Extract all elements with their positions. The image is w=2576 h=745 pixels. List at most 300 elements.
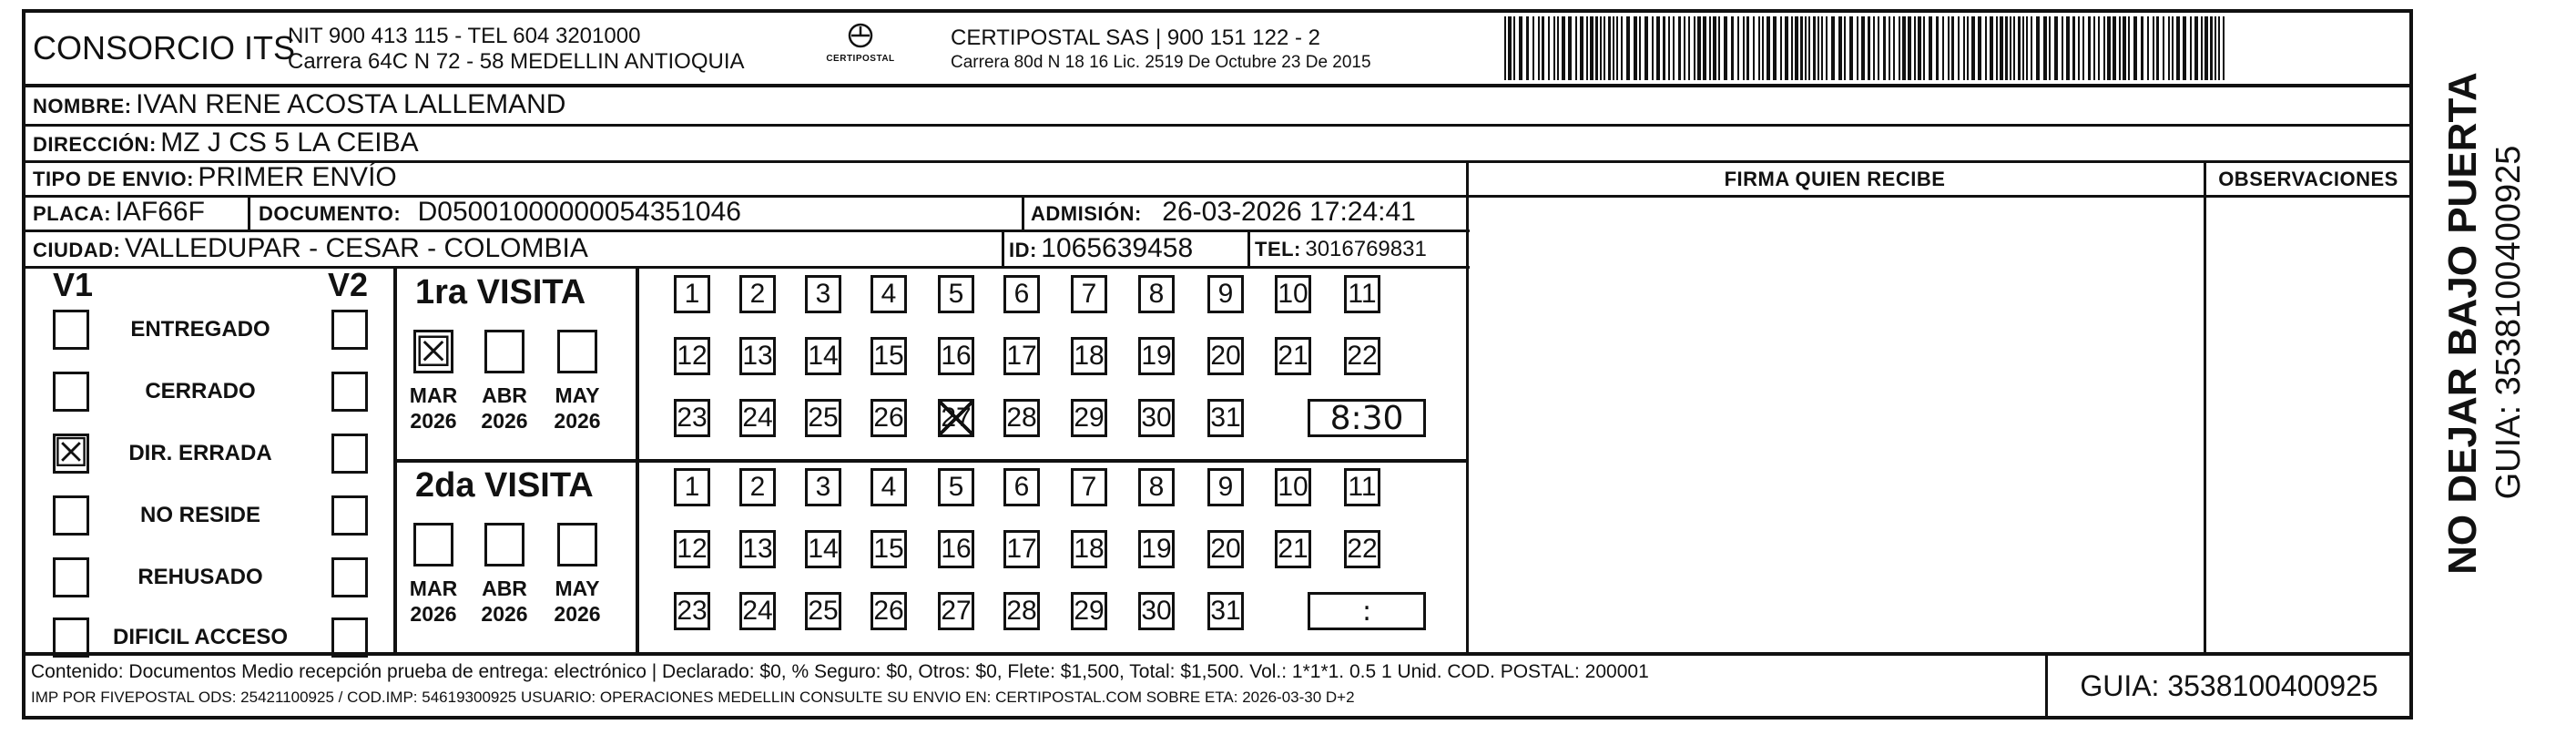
visit-divider <box>393 459 1468 463</box>
barcode-bar <box>1951 16 1954 80</box>
barcode-bar <box>2163 16 2164 80</box>
visita2-day-checkbox[interactable]: 23 <box>674 592 710 630</box>
barcode-bar <box>2223 16 2225 80</box>
tel-divider <box>1247 231 1250 266</box>
barcode-bar <box>1967 16 1969 80</box>
visita2-day-checkbox[interactable]: 13 <box>739 530 776 568</box>
barcode-bar <box>1773 16 1777 80</box>
certipostal-logo-icon <box>840 22 881 49</box>
barcode-bar <box>1684 16 1685 80</box>
visita1-day-checkbox[interactable]: 22 <box>1344 337 1380 375</box>
visita1-day-checkbox[interactable]: 28 <box>1003 399 1040 437</box>
visita2-day-checkbox[interactable]: 28 <box>1003 592 1040 630</box>
barcode-bar <box>2000 16 2003 80</box>
tel-row <box>1255 237 1427 262</box>
visita2-day-checkbox[interactable]: 7 <box>1071 468 1107 506</box>
barcode-bar <box>1753 16 1755 80</box>
barcode-bar <box>2147 16 2149 80</box>
barcode-bar <box>1914 16 1916 80</box>
visita1-day-checkbox[interactable]: 15 <box>871 337 907 375</box>
barcode-bar <box>2128 16 2130 80</box>
documento-row <box>259 197 741 228</box>
barcode-bar <box>1831 16 1835 80</box>
barcode-bar <box>1929 16 1932 80</box>
visita2-day-checkbox[interactable]: 6 <box>1003 468 1040 506</box>
visita1-day-checkbox[interactable]: 25 <box>805 399 841 437</box>
observaciones-header: OBSERVACIONES <box>2218 168 2398 190</box>
visita1-month-checkbox[interactable] <box>557 330 597 373</box>
barcode-bar <box>2043 16 2047 80</box>
visita1-day-checkbox[interactable]: 23 <box>674 399 710 437</box>
barcode-bar <box>1873 16 1875 80</box>
barcode-bar <box>1694 16 1695 80</box>
v2-checkbox[interactable] <box>331 372 368 412</box>
barcode-bar <box>1990 16 1993 80</box>
barcode-bar <box>1616 16 1618 80</box>
barcode-bar <box>1526 16 1529 80</box>
barcode-bar <box>1826 16 1828 80</box>
barcode-bar <box>2082 16 2084 80</box>
visita2-month-checkbox[interactable] <box>413 523 453 566</box>
barcode-bar <box>1800 16 1803 80</box>
id-divider <box>1002 231 1004 266</box>
visita2-day-checkbox[interactable]: 11 <box>1344 468 1380 506</box>
visita2-day-checkbox[interactable]: 20 <box>1207 530 1244 568</box>
visita1-day-checkbox[interactable]: 19 <box>1138 337 1175 375</box>
row-divider-5 <box>22 266 1470 269</box>
barcode-bar <box>2031 16 2032 80</box>
visita2-day-checkbox[interactable]: 16 <box>938 530 974 568</box>
status-label: DIFICIL ACCESO <box>112 625 288 649</box>
visita2-day-checkbox[interactable]: 1 <box>674 468 710 506</box>
barcode-bar <box>1743 16 1745 80</box>
placa-divider <box>248 197 250 230</box>
barcode-bar <box>1767 16 1770 80</box>
barcode-bar <box>1568 16 1572 80</box>
visita2-day-checkbox[interactable]: 18 <box>1071 530 1107 568</box>
firma-header: FIRMA QUIEN RECIBE <box>1724 168 1946 190</box>
barcode-bar <box>1553 16 1555 80</box>
company-name: CONSORCIO ITS <box>33 29 296 66</box>
status-label: DIR. ERRADA <box>128 441 272 465</box>
admision-value: 26-03-2026 17:24:41 <box>1162 197 1416 227</box>
visita1-day-checkbox[interactable]: 2 <box>739 275 776 313</box>
visita1-day-checkbox[interactable]: 24 <box>739 399 776 437</box>
barcode-bar <box>1817 16 1819 80</box>
admision-divider <box>1022 197 1024 230</box>
barcode-bar <box>2141 16 2143 80</box>
barcode-bar <box>1857 16 1858 80</box>
barcode-bar <box>1538 16 1540 80</box>
barcode-bar <box>2190 16 2192 80</box>
barcode-bar <box>1996 16 1998 80</box>
visita1-month-checkbox[interactable] <box>484 330 524 373</box>
barcode-bar <box>1590 16 1593 80</box>
ciudad-row <box>33 233 588 264</box>
barcode-bar <box>2133 16 2137 80</box>
visita1-title: 1ra VISITA <box>415 273 586 311</box>
visita1-day-checkbox[interactable]: 27 <box>938 399 974 437</box>
barcode-bar <box>2123 16 2126 80</box>
barcode-bar <box>1548 16 1550 80</box>
row-divider-1 <box>22 124 2413 127</box>
barcode-bar <box>2218 16 2220 80</box>
direccion-label: DIRECCIÓN: <box>33 133 157 156</box>
direccion-value: MZ J CS 5 LA CEIBA <box>160 128 419 158</box>
barcode-bar <box>2153 16 2154 80</box>
barcode-bar <box>1762 16 1764 80</box>
barcode-bar <box>1519 16 1522 80</box>
visita2-day-checkbox[interactable]: 21 <box>1275 530 1311 568</box>
barcode-bar <box>1656 16 1660 80</box>
visita1-day-checkbox[interactable]: 12 <box>674 337 710 375</box>
barcode-bar <box>1613 16 1614 80</box>
barcode-bar <box>2036 16 2040 80</box>
barcode-bar <box>1936 16 1939 80</box>
barcode-bar <box>2022 16 2024 80</box>
visita2-day-checkbox[interactable]: 2 <box>739 468 776 506</box>
barcode-bar <box>1678 16 1681 80</box>
ciudad-value: VALLEDUPAR - CESAR - COLOMBIA <box>124 233 588 263</box>
month-name: MAR <box>409 577 458 600</box>
certipostal-logo <box>810 22 911 73</box>
visita1-day-checkbox[interactable]: 9 <box>1207 275 1244 313</box>
barcode-bar <box>1731 16 1734 80</box>
barcode-bar <box>2026 16 2028 80</box>
barcode-bar <box>2210 16 2213 80</box>
side-warning <box>2413 9 2576 729</box>
barcode-bar <box>1838 16 1842 80</box>
visita1-day-checkbox[interactable]: 18 <box>1071 337 1107 375</box>
visita2-day-checkbox[interactable]: 5 <box>938 468 974 506</box>
v2-checkbox[interactable] <box>331 557 368 597</box>
footer-contenido: Contenido: Documentos Medio recepción prueba de entrega: electrónico | Declarado: $0, % Seguro: $0, Otros: $0, Flete: $1,500, Total: $1,500. Vol.: 1*1*1. 0.5 1 Unid. COD. POSTAL: 200001 <box>31 661 1649 682</box>
visita2-title: 2da VISITA <box>415 466 594 505</box>
month-name: MAY <box>555 577 600 600</box>
barcode-bar <box>2119 16 2121 80</box>
placa-row <box>33 197 205 228</box>
visita2-day-checkbox[interactable]: 27 <box>938 592 974 630</box>
visita1-day-checkbox[interactable]: 1 <box>674 275 710 313</box>
barcode-bar <box>1902 16 1906 80</box>
barcode-bar <box>2107 16 2111 80</box>
barcode-bar <box>1948 16 1950 80</box>
month-year: 2026 <box>554 602 601 626</box>
barcode-bar <box>1626 16 1630 80</box>
barcode-bar <box>1985 16 1987 80</box>
visita1-day-checkbox[interactable]: 11 <box>1344 275 1380 313</box>
visita1-month-label <box>404 383 463 434</box>
logo-text: CERTIPOSTAL <box>826 54 895 64</box>
v2-checkbox[interactable] <box>331 310 368 350</box>
barcode-bar <box>1639 16 1641 80</box>
barcode-bar <box>1844 16 1846 80</box>
barcode-bar <box>1673 16 1675 80</box>
barcode-bar <box>1508 16 1512 80</box>
visita1-day-checkbox[interactable]: 5 <box>938 275 974 313</box>
observaciones-left-border <box>2204 160 2206 654</box>
visita1-month-label <box>475 383 534 434</box>
visita1-time-field[interactable]: 8:30 <box>1308 399 1426 437</box>
barcode-bar <box>2005 16 2008 80</box>
visita1-day-checkbox[interactable]: 26 <box>871 399 907 437</box>
barcode-bar <box>1883 16 1886 80</box>
visita1-day-checkbox[interactable]: 3 <box>805 275 841 313</box>
barcode-bar <box>2215 16 2216 80</box>
visita2-month-label <box>475 576 534 627</box>
status-label: ENTREGADO <box>130 317 270 342</box>
barcode-bar <box>1703 16 1706 80</box>
barcode-bar <box>1542 16 1544 80</box>
barcode-bar <box>2194 16 2198 80</box>
documento-label: DOCUMENTO: <box>259 202 402 225</box>
status-label: REHUSADO <box>137 565 263 589</box>
nombre-label: NOMBRE: <box>33 95 132 117</box>
visita2-day-checkbox[interactable]: 22 <box>1344 530 1380 568</box>
visita1-day-checkbox[interactable]: 10 <box>1275 275 1311 313</box>
placa-label: PLACA: <box>33 202 112 225</box>
ciudad-label: CIUDAD: <box>33 239 121 261</box>
month-year: 2026 <box>481 409 528 433</box>
visita1-day-checkbox[interactable]: 7 <box>1071 275 1107 313</box>
barcode-bar <box>1791 16 1793 80</box>
barcode-bar <box>1562 16 1565 80</box>
barcode-bar <box>1868 16 1870 80</box>
barcode-bar <box>1557 16 1559 80</box>
barcode-bar <box>1621 16 1623 80</box>
no-dejar-bajo-puerta: NO DEJAR BAJO PUERTA <box>2440 72 2485 575</box>
barcode-bar <box>1513 16 1515 80</box>
visita2-day-checkbox[interactable]: 3 <box>805 468 841 506</box>
barcode-bar <box>1634 16 1637 80</box>
v2-checkbox[interactable] <box>331 495 368 536</box>
barcode-bar <box>2201 16 2203 80</box>
barcode-bar <box>1608 16 1611 80</box>
visita1-day-checkbox[interactable]: 4 <box>871 275 907 313</box>
month-name: MAR <box>409 383 458 407</box>
visita2-day-checkbox[interactable]: 15 <box>871 530 907 568</box>
barcode-bar <box>1713 16 1716 80</box>
barcode-bars <box>1502 16 2226 80</box>
v1-checkbox[interactable] <box>53 372 89 412</box>
barcode-bar <box>2156 16 2159 80</box>
barcode-bar <box>1644 16 1648 80</box>
barcode-bar <box>1595 16 1598 80</box>
v1-checkbox[interactable] <box>53 310 89 350</box>
visita2-day-checkbox[interactable]: 24 <box>739 592 776 630</box>
visita1-day-checkbox[interactable]: 17 <box>1003 337 1040 375</box>
visita1-day-checkbox[interactable]: 29 <box>1071 399 1107 437</box>
barcode-bar <box>2168 16 2170 80</box>
barcode-bar <box>2049 16 2051 80</box>
barcode-bar <box>1889 16 1890 80</box>
carrier-name: CERTIPOSTAL SAS | 900 151 122 - 2 <box>951 26 1320 50</box>
firma-left-border <box>1466 160 1469 654</box>
barcode-bar <box>2088 16 2091 80</box>
v1-label: V1 <box>53 266 94 303</box>
tel-value: 3016769831 <box>1305 237 1427 261</box>
visita2-time-field[interactable]: : <box>1308 592 1426 630</box>
header-divider <box>22 84 2413 87</box>
nombre-value: IVAN RENE ACOSTA LALLEMAND <box>136 89 566 119</box>
barcode-bar <box>1971 16 1975 80</box>
barcode-bar <box>2010 16 2011 80</box>
visita2-day-checkbox[interactable]: 19 <box>1138 530 1175 568</box>
visita2-day-checkbox[interactable]: 4 <box>871 468 907 506</box>
month-name: ABR <box>482 577 527 600</box>
barcode-bar <box>2098 16 2100 80</box>
barcode-bar <box>2093 16 2095 80</box>
month-name: MAY <box>555 383 600 407</box>
barcode-bar <box>1737 16 1739 80</box>
barcode-bar <box>1942 16 1944 80</box>
direccion-row <box>33 128 419 158</box>
month-year: 2026 <box>410 602 457 626</box>
barcode-bar <box>1918 16 1921 80</box>
visita2-day-checkbox[interactable]: 14 <box>805 530 841 568</box>
visita2-month-checkbox[interactable] <box>484 523 524 566</box>
tipo-row <box>33 162 397 193</box>
barcode-bar <box>2013 16 2015 80</box>
barcode-bar <box>1532 16 1534 80</box>
barcode-bar <box>2054 16 2058 80</box>
barcode-bar <box>2018 16 2021 80</box>
visita2-day-checkbox[interactable]: 9 <box>1207 468 1244 506</box>
barcode-bar <box>1785 16 1788 80</box>
v2-checkbox[interactable] <box>331 434 368 474</box>
barcode-bar <box>1808 16 1810 80</box>
visita2-month-checkbox[interactable] <box>557 523 597 566</box>
visita1-day-checkbox[interactable]: 20 <box>1207 337 1244 375</box>
footer-guia: GUIA: 3538100400925 <box>2080 668 2378 702</box>
barcode-bar <box>1908 16 1911 80</box>
barcode-bar <box>2062 16 2063 80</box>
visita1-day-checkbox[interactable]: 16 <box>938 337 974 375</box>
side-guia: GUIA: 3538100400925 <box>2489 145 2528 500</box>
documento-value: D05001000000054351046 <box>417 197 741 227</box>
tel-label: TEL: <box>1255 238 1301 260</box>
barcode-bar <box>1780 16 1782 80</box>
barcode-bar <box>1575 16 1577 80</box>
barcode-bar <box>2066 16 2070 80</box>
barcode-bar <box>1688 16 1690 80</box>
tipo-value: PRIMER ENVÍO <box>198 162 397 192</box>
barcode <box>1502 16 2226 80</box>
company-address: Carrera 64C N 72 - 58 MEDELLIN ANTIOQUIA <box>288 49 745 74</box>
barcode-bar <box>1504 16 1506 80</box>
visita2-day-checkbox[interactable]: 8 <box>1138 468 1175 506</box>
visita2-day-checkbox[interactable]: 17 <box>1003 530 1040 568</box>
visita2-day-checkbox[interactable]: 30 <box>1138 592 1175 630</box>
barcode-bar <box>1813 16 1816 80</box>
barcode-bar <box>1923 16 1925 80</box>
month-year: 2026 <box>554 409 601 433</box>
barcode-bar <box>2172 16 2174 80</box>
barcode-bar <box>1697 16 1701 80</box>
placa-value: IAF66F <box>115 197 205 227</box>
tipo-label: TIPO DE ENVIO: <box>33 168 194 190</box>
visita2-day-checkbox[interactable]: 10 <box>1275 468 1311 506</box>
barcode-bar <box>1878 16 1879 80</box>
row-divider-4 <box>22 230 1470 232</box>
barcode-bar <box>2183 16 2186 80</box>
barcode-bar <box>2204 16 2208 80</box>
visita1-day-checkbox[interactable]: 13 <box>739 337 776 375</box>
barcode-bar <box>1893 16 1895 80</box>
barcode-bar <box>1795 16 1798 80</box>
barcode-bar <box>1963 16 1965 80</box>
visita2-month-label <box>404 576 463 627</box>
id-label: ID: <box>1009 239 1037 261</box>
barcode-bar <box>1958 16 1960 80</box>
visita1-day-checkbox[interactable]: 31 <box>1207 399 1244 437</box>
v1-checkbox[interactable]: ☒ <box>53 431 89 475</box>
month-year: 2026 <box>410 409 457 433</box>
visita2-day-checkbox[interactable]: 12 <box>674 530 710 568</box>
v1-checkbox[interactable] <box>53 495 89 536</box>
barcode-bar <box>1663 16 1665 80</box>
v2-label: V2 <box>328 266 369 303</box>
visita2-day-checkbox[interactable]: 29 <box>1071 592 1107 630</box>
visita1-day-checkbox[interactable]: 8 <box>1138 275 1175 313</box>
footer-impresion: IMP POR FIVEPOSTAL ODS: 25421100925 / COD.IMP: 54619300925 USUARIO: OPERACIONES MEDELLIN CONSULTE SU ENVIO EN: CERTIPOSTAL.COM SOBRE ETA: 2026-03-30 D+2 <box>31 689 1355 706</box>
id-row <box>1009 233 1193 264</box>
visita2-day-checkbox[interactable]: 31 <box>1207 592 1244 630</box>
visita1-day-checkbox[interactable]: 30 <box>1138 399 1175 437</box>
status-label: NO RESIDE <box>139 503 261 527</box>
barcode-bar <box>2103 16 2105 80</box>
barcode-bar <box>1718 16 1720 80</box>
barcode-bar <box>1821 16 1823 80</box>
barcode-bar <box>1586 16 1588 80</box>
barcode-bar <box>1724 16 1727 80</box>
barcode-bar <box>2176 16 2180 80</box>
id-value: 1065639458 <box>1041 233 1194 263</box>
status-label: CERRADO <box>145 379 256 403</box>
v1-checkbox[interactable] <box>53 557 89 597</box>
visita2-day-checkbox[interactable]: 26 <box>871 592 907 630</box>
barcode-bar <box>1709 16 1711 80</box>
barcode-bar <box>1849 16 1853 80</box>
visita1-month-checkbox[interactable]: ☒ <box>414 328 453 375</box>
barcode-bar <box>1652 16 1654 80</box>
barcode-bar <box>1668 16 1670 80</box>
barcode-bar <box>1600 16 1602 80</box>
barcode-bar <box>1978 16 1981 80</box>
month-year: 2026 <box>481 602 528 626</box>
barcode-bar <box>1899 16 1900 80</box>
barcode-bar <box>1861 16 1865 80</box>
barcode-bar <box>2113 16 2116 80</box>
visita2-day-checkbox[interactable]: 25 <box>805 592 841 630</box>
barcode-bar <box>2072 16 2075 80</box>
visita1-day-checkbox[interactable]: 6 <box>1003 275 1040 313</box>
barcode-bar <box>1580 16 1583 80</box>
month-name: ABR <box>482 383 527 407</box>
nombre-row <box>33 89 565 120</box>
barcode-bar <box>1746 16 1749 80</box>
visita1-day-checkbox[interactable]: 14 <box>805 337 841 375</box>
visita2-month-label <box>548 576 606 627</box>
barcode-bar <box>1805 16 1807 80</box>
carrier-address: Carrera 80d N 18 16 Lic. 2519 De Octubre 23 De 2015 <box>951 53 1371 72</box>
barcode-bar <box>1604 16 1605 80</box>
barcode-bar <box>1758 16 1760 80</box>
visita1-day-checkbox[interactable]: 21 <box>1275 337 1311 375</box>
visita1-month-label <box>548 383 606 434</box>
barcode-bar <box>2078 16 2080 80</box>
company-nit: NIT 900 413 115 - TEL 604 3201000 <box>288 24 641 48</box>
